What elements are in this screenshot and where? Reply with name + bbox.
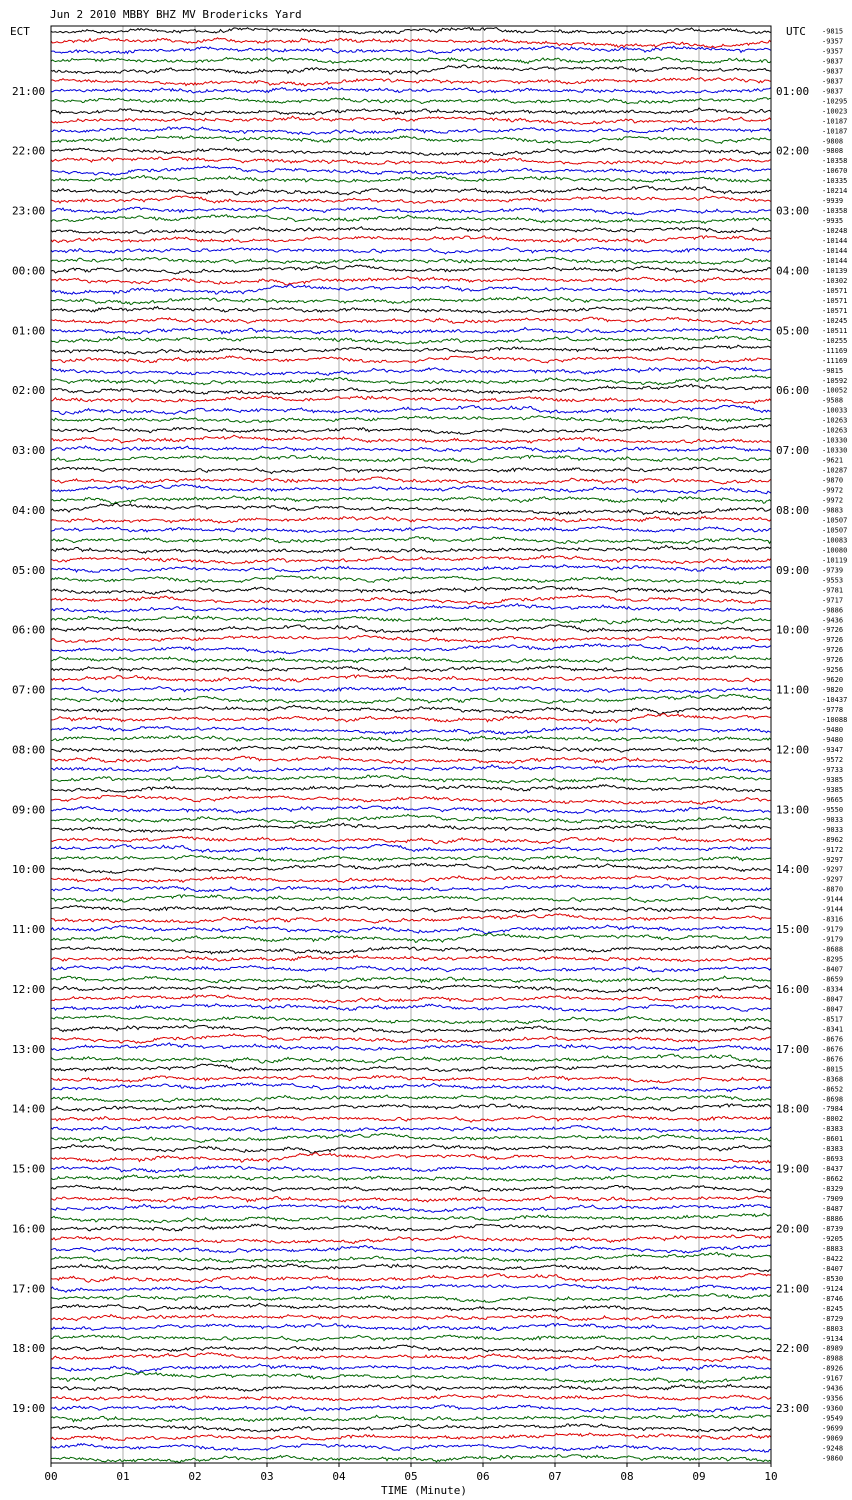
right-hour-label: 21:00 <box>776 1282 810 1296</box>
right-hour-label: 09:00 <box>776 563 810 577</box>
left-hour-label: 17:00 <box>12 1282 46 1296</box>
line-count: -10287 <box>822 466 848 475</box>
left-hour-label: 01:00 <box>12 324 46 338</box>
line-count-labels <box>822 28 847 1463</box>
right-hour-labels <box>776 85 809 1415</box>
line-count: -8962 <box>822 835 844 844</box>
line-count: -9837 <box>822 77 844 86</box>
line-count: -8803 <box>822 1324 844 1333</box>
left-axis-label: ECT <box>10 25 30 38</box>
left-hour-label: 19:00 <box>12 1402 46 1416</box>
line-count: -8693 <box>822 1155 844 1164</box>
left-hour-label: 21:00 <box>12 84 46 98</box>
line-count: -10187 <box>822 117 848 126</box>
right-hour-label: 15:00 <box>776 923 810 937</box>
line-count: -10507 <box>822 526 848 535</box>
line-count: -9385 <box>822 785 844 794</box>
line-count: -9778 <box>822 706 844 715</box>
line-count: -9436 <box>822 1384 844 1393</box>
x-tick-label: 05 <box>404 1470 418 1483</box>
line-count: -8988 <box>822 1354 844 1363</box>
line-count: -9837 <box>822 67 844 76</box>
line-count: -9297 <box>822 855 844 864</box>
line-count: -8676 <box>822 1035 844 1044</box>
line-count: -10670 <box>822 167 848 176</box>
line-count: -9172 <box>822 845 844 854</box>
right-hour-label: 17:00 <box>776 1042 810 1056</box>
line-count: -10187 <box>822 127 848 136</box>
line-count: -9357 <box>822 37 844 46</box>
line-count: -8437 <box>822 1165 844 1174</box>
line-count: -10245 <box>822 316 848 325</box>
line-count: -9550 <box>822 805 844 814</box>
line-count: -10263 <box>822 426 848 435</box>
line-count: -8383 <box>822 1125 844 1134</box>
line-count: -10248 <box>822 227 848 236</box>
line-count: -8729 <box>822 1314 844 1323</box>
x-tick-label: 01 <box>116 1470 130 1483</box>
x-axis-label: TIME (Minute) <box>380 1484 468 1497</box>
chart-title: Jun 2 2010 MBBY BHZ MV Brodericks Yard <box>50 8 302 21</box>
line-count: -9144 <box>822 895 844 904</box>
line-count: -9870 <box>822 476 844 485</box>
line-count: -9144 <box>822 905 844 914</box>
line-count: -9480 <box>822 726 844 734</box>
line-count: -10330 <box>822 436 848 445</box>
x-tick-label: 06 <box>476 1470 490 1483</box>
left-hour-label: 08:00 <box>12 743 46 757</box>
line-count: -8383 <box>822 1145 844 1154</box>
line-count: -8245 <box>822 1304 844 1313</box>
line-count: -10083 <box>822 536 848 545</box>
right-hour-label: 02:00 <box>776 144 810 158</box>
line-count: -9935 <box>822 217 844 226</box>
left-hour-label: 03:00 <box>12 444 46 458</box>
line-count: -9360 <box>822 1404 844 1413</box>
line-count: -9549 <box>822 1414 844 1423</box>
line-count: -9347 <box>822 746 844 754</box>
x-tick-label: 09 <box>692 1470 706 1483</box>
right-hour-label: 20:00 <box>776 1222 810 1236</box>
left-hour-label: 02:00 <box>12 384 46 398</box>
left-hour-label: 22:00 <box>12 144 46 158</box>
right-hour-label: 08:00 <box>776 504 810 517</box>
line-count: -9860 <box>822 1454 844 1463</box>
line-count: -8676 <box>822 1055 844 1064</box>
line-count: -8530 <box>822 1274 844 1283</box>
line-count: -9357 <box>822 47 844 56</box>
line-count: -10592 <box>822 376 848 385</box>
line-count: -8047 <box>822 995 844 1004</box>
line-count: -8698 <box>822 1095 844 1104</box>
left-hour-label: 05:00 <box>12 563 46 577</box>
line-count: -8926 <box>822 1364 844 1373</box>
line-count: -10052 <box>822 386 848 395</box>
line-count: -8746 <box>822 1294 844 1303</box>
line-count: -8015 <box>822 1065 844 1074</box>
line-count: -8659 <box>822 975 844 984</box>
line-count: -8407 <box>822 1264 844 1273</box>
line-count: -8334 <box>822 985 844 994</box>
left-hour-label: 16:00 <box>12 1222 46 1236</box>
line-count: -8002 <box>822 1115 844 1124</box>
line-count: -9726 <box>822 656 844 665</box>
left-hour-label: 11:00 <box>12 923 46 937</box>
x-tick-label: 04 <box>332 1470 346 1483</box>
line-count: -9837 <box>822 87 844 96</box>
x-tick-label: 07 <box>548 1470 562 1483</box>
line-count: -9972 <box>822 496 844 505</box>
line-count: -10507 <box>822 516 848 525</box>
left-hour-label: 13:00 <box>12 1042 46 1056</box>
line-count: -9815 <box>822 27 844 36</box>
line-count: -10302 <box>822 277 848 285</box>
line-count: -8676 <box>822 1045 844 1054</box>
line-count: -8517 <box>822 1015 844 1024</box>
line-count: -9124 <box>822 1284 844 1293</box>
line-count: -9179 <box>822 935 844 944</box>
line-count: -10023 <box>822 107 848 116</box>
left-hour-label: 06:00 <box>12 623 46 637</box>
line-count: -8407 <box>822 965 844 974</box>
right-hour-label: 05:00 <box>776 324 810 338</box>
left-hour-label: 07:00 <box>12 683 46 697</box>
line-count: -9588 <box>822 396 844 405</box>
line-count: -9939 <box>822 197 844 206</box>
line-count: -10437 <box>822 696 848 705</box>
right-hour-label: 14:00 <box>776 863 810 877</box>
left-hour-label: 12:00 <box>12 983 46 996</box>
x-tick-labels <box>44 1463 777 1483</box>
line-count: -10088 <box>822 716 848 725</box>
line-count: -10080 <box>822 546 848 555</box>
line-count: -9972 <box>822 486 844 495</box>
line-count: -9179 <box>822 925 844 934</box>
left-hour-labels <box>12 85 45 1415</box>
line-count: -8341 <box>822 1025 844 1034</box>
x-tick-label: 03 <box>260 1470 274 1483</box>
line-count: -9033 <box>822 825 844 834</box>
line-count: -9808 <box>822 137 844 146</box>
line-count: -10358 <box>822 157 848 166</box>
line-count: -10330 <box>822 446 848 455</box>
line-count: -9553 <box>822 576 844 585</box>
x-tick-label: 00 <box>44 1470 58 1483</box>
right-hour-label: 18:00 <box>776 1102 810 1116</box>
line-count: -7984 <box>822 1105 844 1114</box>
left-hour-label: 23:00 <box>12 204 46 218</box>
left-hour-label: 15:00 <box>12 1162 46 1176</box>
right-hour-label: 01:00 <box>776 84 810 98</box>
line-count: -10335 <box>822 177 848 186</box>
line-count: -8739 <box>822 1225 844 1233</box>
line-count: -9726 <box>822 626 844 635</box>
right-hour-label: 07:00 <box>776 444 810 458</box>
right-hour-label: 12:00 <box>776 743 810 757</box>
line-count: -9717 <box>822 596 844 605</box>
line-count: -9356 <box>822 1394 844 1403</box>
line-count: -9820 <box>822 686 844 695</box>
line-count: -8368 <box>822 1075 844 1084</box>
line-count: -9620 <box>822 676 844 685</box>
left-hour-label: 00:00 <box>12 264 46 278</box>
line-count: -9297 <box>822 865 844 874</box>
right-hour-label: 23:00 <box>776 1402 810 1416</box>
line-count: -11169 <box>822 356 848 365</box>
line-count: -8688 <box>822 945 844 954</box>
line-count: -8422 <box>822 1254 844 1263</box>
line-count: -10571 <box>822 296 848 305</box>
line-count: -10255 <box>822 336 848 345</box>
line-count: -8295 <box>822 955 844 964</box>
line-count: -9480 <box>822 736 844 744</box>
line-count: -10511 <box>822 326 848 335</box>
right-hour-label: 11:00 <box>776 683 810 697</box>
line-count: -9256 <box>822 666 844 675</box>
line-count: -8329 <box>822 1185 844 1194</box>
line-count: -9808 <box>822 147 844 156</box>
right-hour-label: 16:00 <box>776 983 810 996</box>
x-tick-label: 08 <box>620 1470 634 1483</box>
line-count: -10571 <box>822 306 848 315</box>
line-count: -8652 <box>822 1085 844 1094</box>
line-count: -10358 <box>822 207 848 216</box>
right-hour-label: 22:00 <box>776 1342 810 1356</box>
line-count: -8316 <box>822 915 844 924</box>
line-count: -8989 <box>822 1344 844 1353</box>
line-count: -10144 <box>822 237 848 246</box>
right-axis-label: UTC <box>786 25 806 38</box>
line-count: -8601 <box>822 1135 844 1144</box>
line-count: -8870 <box>822 885 844 894</box>
line-count: -9781 <box>822 586 844 595</box>
right-hour-label: 19:00 <box>776 1162 810 1176</box>
line-count: -9134 <box>822 1334 844 1343</box>
line-count: -9069 <box>822 1434 844 1443</box>
line-count: -9837 <box>822 57 844 66</box>
line-count: -8883 <box>822 1244 844 1253</box>
line-count: -8047 <box>822 1005 844 1014</box>
line-count: -9033 <box>822 815 844 824</box>
line-count: -8487 <box>822 1205 844 1213</box>
line-count: -10144 <box>822 257 848 265</box>
left-hour-label: 10:00 <box>12 863 46 877</box>
line-count: -9665 <box>822 795 844 804</box>
line-count: -10571 <box>822 286 848 295</box>
line-count: -9815 <box>822 366 844 375</box>
line-count: -10119 <box>822 556 848 565</box>
line-count: -10263 <box>822 416 848 425</box>
left-hour-label: 18:00 <box>12 1342 46 1356</box>
line-count: -9699 <box>822 1424 844 1433</box>
line-count: -10214 <box>822 187 848 196</box>
right-hour-label: 03:00 <box>776 204 810 218</box>
line-count: -9621 <box>822 456 844 465</box>
line-count: -9436 <box>822 616 844 625</box>
right-hour-label: 04:00 <box>776 264 810 278</box>
left-hour-label: 14:00 <box>12 1102 46 1116</box>
line-count: -9726 <box>822 646 844 655</box>
line-count: -9297 <box>822 875 844 884</box>
line-count: -10033 <box>822 406 848 415</box>
line-count: -9205 <box>822 1235 844 1243</box>
line-count: -9883 <box>822 506 844 515</box>
line-count: -9248 <box>822 1444 844 1453</box>
line-count: -9726 <box>822 636 844 645</box>
line-count: -9733 <box>822 765 844 774</box>
line-count: -9385 <box>822 775 844 784</box>
line-count: -7909 <box>822 1195 844 1204</box>
line-count: -9886 <box>822 606 844 615</box>
line-count: -9572 <box>822 756 844 764</box>
right-hour-label: 10:00 <box>776 623 810 637</box>
line-count: -10139 <box>822 267 848 275</box>
right-hour-label: 06:00 <box>776 384 810 398</box>
line-count: -8886 <box>822 1215 844 1223</box>
line-count: -8662 <box>822 1175 844 1184</box>
left-hour-label: 04:00 <box>12 504 46 517</box>
line-count: -11169 <box>822 346 848 355</box>
line-count: -9739 <box>822 566 844 575</box>
line-count: -10295 <box>822 97 848 106</box>
right-hour-label: 13:00 <box>776 803 810 817</box>
x-tick-label: 10 <box>764 1470 778 1483</box>
x-tick-label: 02 <box>188 1470 202 1483</box>
left-hour-label: 09:00 <box>12 803 46 817</box>
line-count: -10144 <box>822 247 848 255</box>
line-count: -9167 <box>822 1374 844 1383</box>
